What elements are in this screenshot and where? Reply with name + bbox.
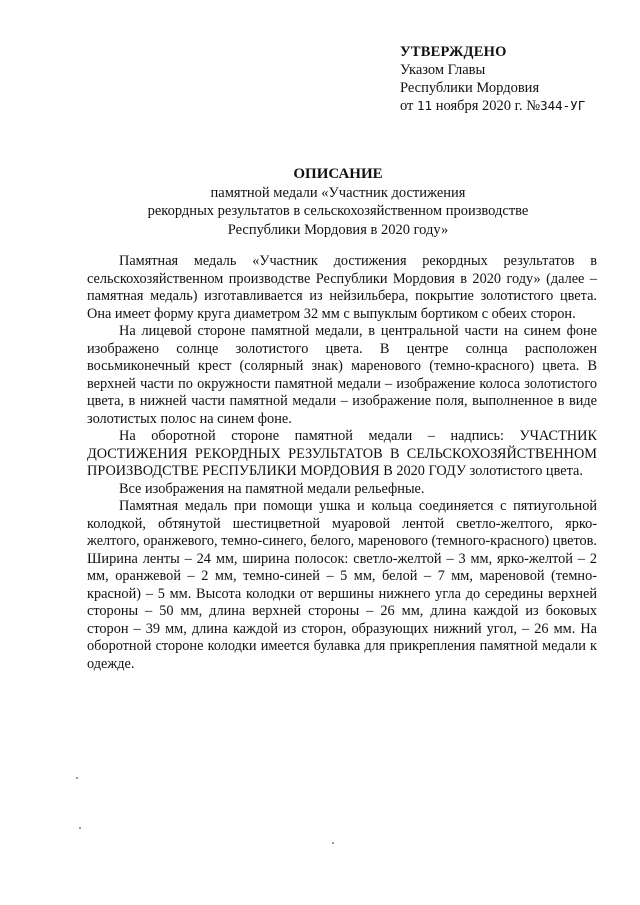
paragraph-intro: Памятная медаль «Участник достижения рекордных результатов в сельскохозяйственном производстве Республики Мордовия в 2020 году» (далее – памятная медаль) изготавливается из нейзильбера, покрытие золотистого цвета. Она имеет форму круга диаметром 32 мм с выпуклым бортиком с обеих сторон. — [87, 253, 597, 322]
title-line-3: Республики Мордовия в 2020 году» — [227, 221, 449, 238]
scan-speck — [332, 842, 334, 844]
title-line-2: рекордных результатов в сельскохозяйственном производстве — [147, 203, 529, 219]
approval-date — [400, 97, 585, 115]
approval-number: 344-УГ — [540, 98, 586, 113]
paragraph-obverse: На лицевой стороне памятной медали, в центральной части на синем фоне изображено солнце золотистого цвета. В центре солнца расположен восьмиконечный крест (солярный знак) маренового (темно-красного) цвета. В верхней части по окружности памятной медали – изображение колоса золотистого цвета, в нижней части памятной медали – изображение поля, выполненное в виде золотистых полос на синем фоне. — [87, 323, 597, 427]
title-heading: ОПИСАНИЕ — [293, 166, 383, 182]
approval-date-middle: ноября 2020 г. № — [432, 98, 541, 114]
approval-day: 11 — [417, 98, 433, 113]
approval-date-prefix: от — [400, 98, 418, 114]
document-body — [87, 253, 597, 673]
approval-heading: УТВЕРЖДЕНО — [400, 44, 507, 60]
paragraph-reverse: На оборотной стороне памятной медали – надпись: УЧАСТНИК ДОСТИЖЕНИЯ РЕКОРДНЫХ РЕЗУЛЬТАТОВ В СЕЛЬСКОХОЗЯЙСТВЕННОМ ПРОИЗВОДСТВЕ РЕСПУБЛИКИ МОРДОВИЯ В 2020 ГОДУ золотистого цвета. — [87, 428, 597, 479]
paragraph-ribbon: Памятная медаль при помощи ушка и кольца соединяется с пятиугольной колодкой, обтянутой шестицветной муаровой лентой светло-желтого, ярко-желтого, оранжевого, темно-синего, белого, маренового (темного-красного) цветов. Ширина ленты – 24 мм, ширина полосок: светло-желтой – 3 мм, ярко-желтой – 2 мм, оранжевой – 2 мм, темно-синей – 5 мм, белой – 7 мм, мареновой (темно-красной) – 5 мм. Высота колодки от вершины нижнего угла до середины верхней стороны – 50 мм, длина верхней стороны – 26 мм, длина каждой из боковых сторон – 39 мм, длина каждой из сторон, образующих нижний угол, – 26 мм. На оборотной стороне колодки имеется булавка для прикрепления памятной медали к одежде. — [87, 498, 597, 672]
document-title — [88, 165, 588, 239]
scan-speck — [79, 827, 81, 829]
approval-stamp — [400, 43, 585, 115]
scan-speck — [76, 777, 78, 779]
approval-line-1: Указом Главы — [400, 62, 486, 78]
title-line-1: памятной медали «Участник достижения — [210, 184, 466, 201]
approval-line-2: Республики Мордовия — [400, 80, 540, 96]
paragraph-relief: Все изображения на памятной медали рельефные. — [119, 480, 425, 497]
